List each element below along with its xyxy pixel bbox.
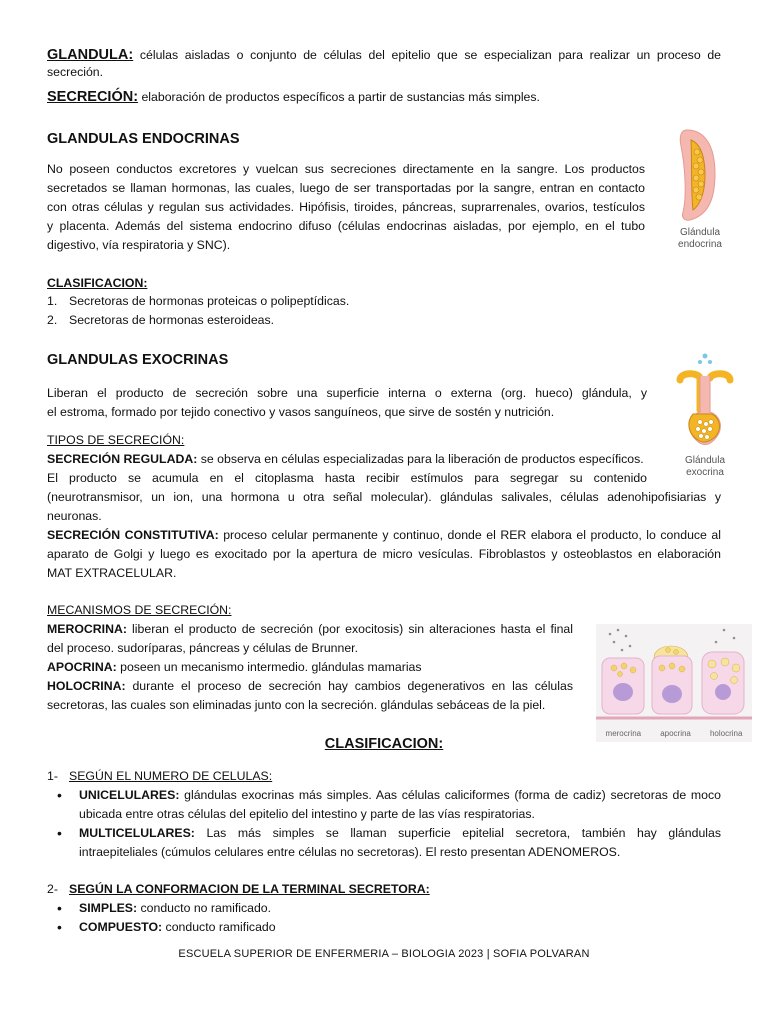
compuesto-item	[79, 918, 276, 937]
endocrinas-title: GLANDULAS ENDOCRINAS	[47, 131, 240, 147]
secretion-mechanisms-image	[596, 624, 752, 742]
simples-item	[79, 899, 271, 918]
endocrinas-line: con otras células y regulan sus actividades. Hipófisis, tiroides, páncreas, suprarrenales, ovarios, testículos	[47, 200, 645, 214]
holocrina-label: holocrina	[709, 729, 743, 738]
unicelulares-line-1: glándulas exocrinas más simples. Aas células caliciformes (forma de cadiz) secretoras de moco	[184, 788, 721, 802]
clasif-item-number: 1.	[47, 294, 58, 308]
compuesto-term: COMPUESTO:	[79, 920, 163, 934]
holocrina-line-2: secretoras, las cuales son eliminadas junto con la secreción. glándulas sebáceas de la piel.	[47, 698, 546, 712]
clasificacion-title: CLASIFICACION:	[324, 736, 444, 752]
secrecion-term: SECRECIÓN:	[47, 89, 139, 105]
endocrine-gland-image	[655, 126, 745, 262]
endocrine-caption-2: endocrina	[678, 239, 722, 250]
constitutiva-first-line	[47, 526, 721, 545]
multicelulares-term: MULTICELULARES:	[79, 826, 195, 840]
glandula-def-line-2: secreción.	[47, 65, 104, 79]
secretion-mechanisms-illustration	[596, 624, 752, 722]
multicelulares-line-2: intraepiteliales (cúmulos celulares entre células no secretoras). El resto presentan ADENOMEROS.	[79, 845, 621, 859]
regulada-term: SECRECIÓN REGULADA:	[47, 452, 198, 466]
simples-term: SIMPLES:	[79, 901, 138, 915]
exocrine-gland-illustration	[660, 350, 750, 450]
merocrina-term: MEROCRINA:	[47, 622, 127, 636]
unicelulares-term: UNICELULARES:	[79, 788, 180, 802]
glandula-term: GLANDULA:	[47, 47, 134, 63]
constitutiva-line-1: proceso celular permanente y continuo, donde el RER elabora el producto, lo conduce al	[223, 528, 721, 542]
endocrinas-line: No poseen conductos excretores y vuelcan sus secreciones directamente en la sangre. Los productos	[47, 162, 645, 176]
endocrinas-line: digestivo, vía respiratoria y SNC).	[47, 238, 231, 252]
exocrine-caption-1: Glándula	[684, 455, 726, 466]
endocrine-gland-illustration	[655, 126, 745, 224]
page-footer: ESCUELA SUPERIOR DE ENFERMERIA – BIOLOGIA 2023 | SOFIA POLVARAN	[178, 948, 590, 960]
unicelulares-item	[79, 786, 721, 824]
merocrina-first-line	[47, 620, 573, 639]
apocrina-term: APOCRINA:	[47, 660, 117, 674]
section1-heading	[47, 767, 272, 786]
apocrina-text: poseen un mecanismo intermedio. glándulas mamarias	[120, 660, 422, 674]
constitutiva-line: MAT EXTRACELULAR.	[47, 566, 177, 580]
secrecion-def: elaboración de productos específicos a partir de sustancias más simples.	[141, 90, 540, 104]
exocrinas-paragraph	[47, 384, 647, 422]
regulada-line: (neurotransmisor, un ion, una hormona u otra señal molecular). glándulas salivales, células adenohipofisiarias y	[47, 490, 721, 504]
simples-text: conducto no ramificado.	[140, 901, 272, 915]
endocrine-caption-1: Glándula	[679, 227, 721, 238]
clasif-item-text: Secretoras de hormonas esteroideas.	[69, 313, 275, 327]
endocrinas-line: secretados se llaman hormonas, las cuales, luego de ser transportadas por la sangre, entran en contacto	[47, 181, 645, 195]
mecanismos-title: MECANISMOS DE SECRECIÓN:	[47, 603, 232, 617]
clasif-item-number: 2.	[47, 313, 58, 327]
constitutiva-term: SECRECIÓN CONSTITUTIVA:	[47, 528, 219, 542]
merocrina-label: merocrina	[605, 729, 642, 738]
endocrinas-clasif-item	[47, 292, 349, 311]
holocrina-first-line	[47, 677, 573, 696]
glandula-definition	[47, 44, 721, 82]
section1-number: 1-	[47, 769, 58, 783]
section2-title: SEGÚN LA CONFORMACION DE LA TERMINAL SECRETORA:	[69, 882, 430, 896]
secrecion-constitutiva-paragraph	[47, 526, 721, 583]
secrecion-regulada-paragraph	[47, 450, 721, 526]
endocrinas-paragraph	[47, 160, 645, 255]
constitutiva-line: aparato de Golgi y luego es exocitado por la apertura de micro vesículas. Fibroblastos y osteoblastos en elaboración	[47, 547, 721, 561]
merocrina-line-2: del proceso. sudoríparas, páncreas y células de Brunner.	[47, 641, 359, 655]
exocrine-caption-2: exocrina	[686, 467, 724, 478]
holocrina-term: HOLOCRINA:	[47, 679, 126, 693]
unicelulares-line-2: ubicada entre otras células del epitelio del intestino y parte de las vías respiratorias.	[79, 807, 535, 821]
endocrinas-line: y placenta. Además del sistema endocrino difuso (células endocrinas aisladas, por ejemplo, en el tubo	[47, 219, 645, 233]
regulada-first-line	[47, 450, 721, 469]
holocrina-line-1: durante el proceso de secreción hay cambios degenerativos en las células	[132, 679, 573, 693]
section2-number: 2-	[47, 882, 58, 896]
multicelulares-first-line	[79, 824, 721, 843]
endocrinas-clasif-title: CLASIFICACION:	[47, 276, 148, 290]
exocrinas-line: Liberan el producto de secreción sobre una superficie interna o externa (org. hueco) glándula, y	[47, 386, 647, 400]
section1-title: SEGÚN EL NUMERO DE CELULAS:	[69, 769, 273, 783]
multicelulares-line-1: Las más simples se llaman superficie epitelial secretora, también hay glándulas	[206, 826, 721, 840]
mecanismos-paragraph	[47, 620, 573, 715]
tipos-secrecion-title: TIPOS DE SECRECIÓN:	[47, 433, 185, 447]
regulada-line: El producto se acumula en el citoplasma hasta recibir estímulos para segregar su contenido	[47, 471, 647, 485]
section2-heading	[47, 880, 430, 899]
exocrinas-line: el estroma, formado por tejido conectivo y vasos sanguíneos, que sirve de sostén y nutrición.	[47, 405, 555, 419]
endocrinas-clasif-item	[47, 311, 274, 330]
secrecion-definition	[47, 86, 721, 108]
multicelulares-item	[79, 824, 721, 862]
apocrina-line	[47, 658, 573, 677]
regulada-line: neuronas.	[47, 509, 102, 523]
compuesto-text: conducto ramificado	[165, 920, 276, 934]
regulada-line-1: se observa en células especializadas para la liberación de productos específicos.	[200, 452, 644, 466]
merocrina-line-1: liberan el producto de secreción (por exocitosis) sin alteraciones hasta el final	[132, 622, 573, 636]
exocrinas-title: GLANDULAS EXOCRINAS	[47, 352, 229, 368]
unicelulares-first-line	[79, 786, 721, 805]
apocrina-label: apocrina	[660, 729, 691, 738]
glandula-def-line-1: células aisladas o conjunto de células del epitelio que se especializan para realizar un proceso de	[139, 48, 721, 62]
clasif-item-text: Secretoras de hormonas proteicas o polipeptídicas.	[69, 294, 350, 308]
